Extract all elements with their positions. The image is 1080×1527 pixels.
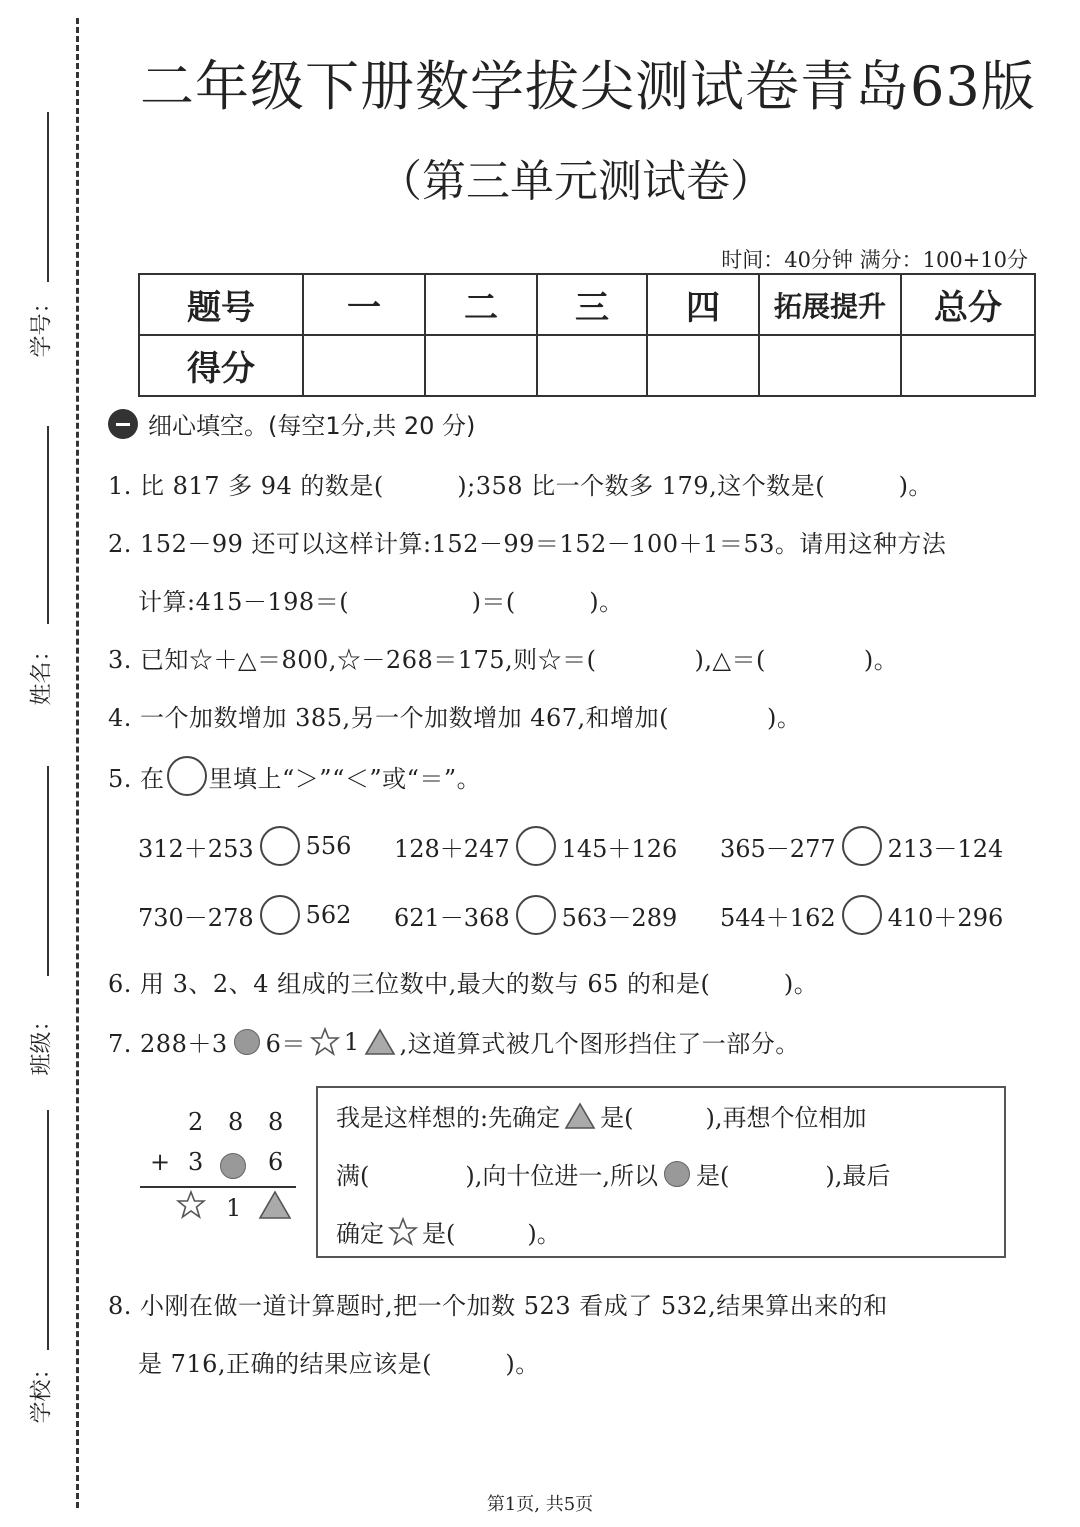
score-cell[interactable] [901,335,1035,396]
box-text: 是( ),最后 [695,1162,891,1190]
section-1-heading [108,406,475,441]
page-subtitle: （第三单元测试卷） [378,156,774,207]
score-cell[interactable] [647,335,759,396]
section-number-icon [108,409,138,439]
name-line [47,426,49,624]
header-cell: 二 [425,274,537,335]
circle-shape-icon [234,1029,260,1055]
comparison-item [720,826,1003,866]
digit: 3 [188,1148,204,1176]
question-5-prefix: 5. 在 [108,764,165,793]
header-cell: 一 [303,274,425,335]
student-no-line [47,112,49,282]
plus-sign: + [150,1148,171,1176]
box-text: 是( ),再想个位相加 [600,1104,867,1132]
score-table-score-row [139,335,1035,396]
score-cell[interactable] [425,335,537,396]
reasoning-box [316,1086,1006,1258]
question-7-part-c: 1 [343,1027,360,1056]
blank-circle-icon [167,756,207,796]
comparison-right: 556 [305,832,352,860]
digit: 8 [228,1108,244,1136]
score-cell[interactable] [303,335,425,396]
digit: 1 [226,1194,242,1222]
box-line-3 [336,1214,561,1249]
comparison-right: 410＋296 [887,903,1004,932]
comparison-item [138,895,351,935]
answer-circle[interactable] [260,826,300,866]
comparison-item [394,895,677,935]
circle-shape-icon [664,1161,690,1187]
score-cell[interactable] [537,335,647,396]
header-cell: 拓展提升 [759,274,901,335]
section-1-title: 细心填空。(每空1分,共 20 分) [148,412,476,440]
star-icon [310,1027,340,1057]
comparison-left: 730－278 [138,903,254,932]
triangle-icon [258,1190,292,1220]
comparison-left: 621－368 [394,903,510,932]
score-table [138,273,1036,397]
box-line-2 [336,1156,890,1191]
answer-circle[interactable] [842,826,882,866]
answer-circle[interactable] [516,826,556,866]
score-cell[interactable] [759,335,901,396]
school-line [47,1110,49,1350]
question-2-line-1: 2. 152－99 还可以这样计算:152－99＝152－100＋1＝53。请用这种方法 [108,530,947,558]
name-label: 姓名： [29,639,55,706]
triangle-icon [364,1028,396,1056]
class-label: 班级： [29,1009,55,1076]
header-cell: 总分 [901,274,1035,335]
question-7-part-d: ,这道算式被几个图形挡住了一部分。 [399,1030,800,1058]
question-4: 4. 一个加数增加 385,另一个加数增加 467,和增加( )。 [108,704,802,732]
comparison-left: 365－277 [720,834,836,863]
question-5-suffix: 里填上“＞”“＜”或“＝”。 [208,764,482,793]
box-text: 确定 [336,1220,384,1248]
comparison-right: 145＋126 [561,834,678,863]
time-info: 时间：40分钟 满分：100+10分 [721,248,1028,272]
header-cell: 题号 [139,274,303,335]
class-line [47,766,49,976]
page-footer: 第1页, 共5页 [486,1494,594,1515]
comparison-left: 544＋162 [720,903,836,932]
question-8-line-2: 是 716,正确的结果应该是( )。 [138,1350,540,1378]
answer-circle[interactable] [260,895,300,935]
digit: 2 [188,1108,204,1136]
question-1: 1. 比 817 多 94 的数是( );358 比一个数多 179,这个数是( )。 [108,472,933,500]
question-6: 6. 用 3、2、4 组成的三位数中,最大的数与 65 的和是( )。 [108,970,819,998]
student-no-label: 学号： [29,291,55,358]
comparison-right: 563－289 [561,903,678,932]
question-7-part-a: 7. 288＋3 [108,1030,228,1058]
digit: 6 [268,1148,284,1176]
question-2-line-2: 计算:415－198＝( )＝( )。 [138,588,624,616]
box-text: 是( )。 [422,1220,561,1248]
comparison-right: 562 [305,901,352,929]
score-table-header-row [139,274,1035,335]
header-cell: 三 [537,274,647,335]
star-icon [388,1217,418,1247]
answer-circle[interactable] [842,895,882,935]
triangle-icon [564,1102,596,1130]
addition-line [140,1186,296,1188]
question-7-part-b: 6＝ [265,1030,306,1058]
comparison-left: 312＋253 [138,834,254,863]
box-text: 我是这样想的:先确定 [336,1104,561,1132]
binding-dashed-line [76,18,79,1508]
answer-circle[interactable] [516,895,556,935]
box-text: 满( ),向十位进一,所以 [336,1162,658,1190]
page-title: 二年级下册数学拔尖测试卷青岛63版 [140,55,1036,118]
question-3: 3. 已知☆＋△＝800,☆－268＝175,则☆＝( ),△＝( )。 [108,646,899,674]
header-cell: 四 [647,274,759,335]
star-icon [176,1190,206,1220]
question-8-line-1: 8. 小刚在做一道计算题时,把一个加数 523 看成了 532,结果算出来的和 [108,1292,888,1320]
question-5 [108,756,481,796]
question-7 [108,1024,800,1059]
comparison-right: 213－124 [887,834,1004,863]
comparison-item [138,826,351,866]
comparison-left: 128＋247 [394,834,510,863]
comparison-item [720,895,1003,935]
circle-shape-icon [220,1150,246,1179]
digit: 8 [268,1108,284,1136]
comparison-item [394,826,677,866]
score-row-label: 得分 [139,335,303,396]
box-line-1 [336,1098,866,1133]
school-label: 学校： [29,1357,55,1424]
